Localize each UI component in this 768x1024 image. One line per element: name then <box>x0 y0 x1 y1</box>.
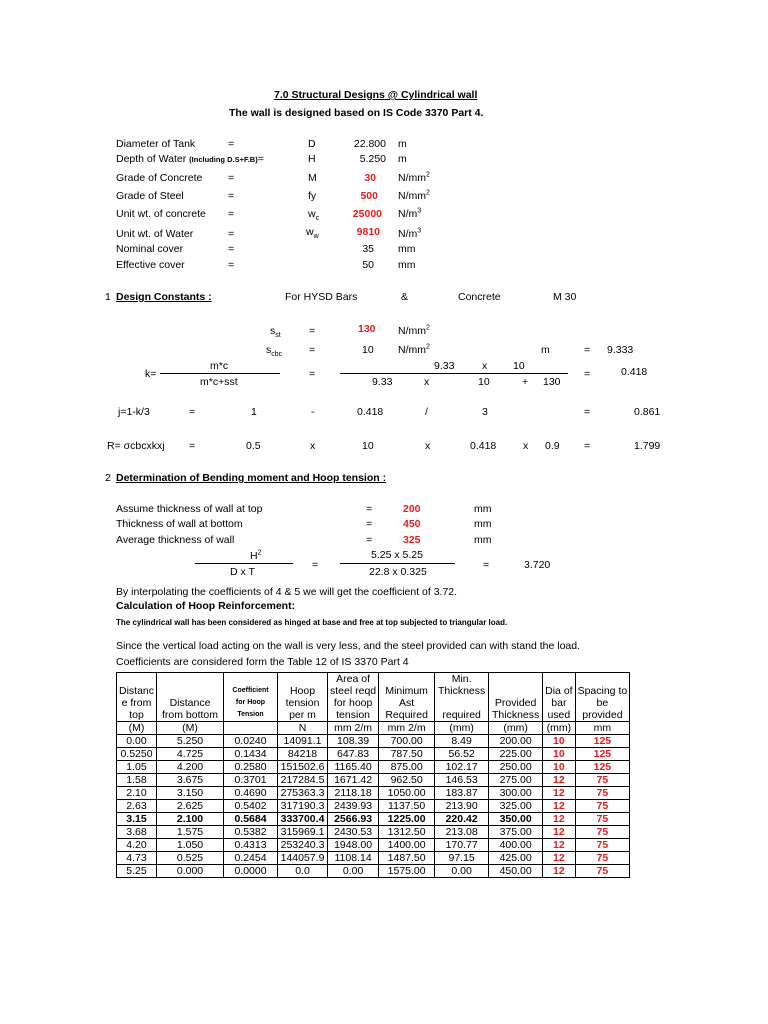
table-cell: 0.0240 <box>224 735 278 748</box>
table-header-cell <box>435 697 489 709</box>
table-cell: 375.00 <box>489 826 543 839</box>
table-cell: 151502.6 <box>278 761 328 774</box>
table-cell: 1225.00 <box>379 813 435 826</box>
table-header-cell: required <box>435 709 489 722</box>
scbc-symbol: $s_{cbc}$ <box>266 344 283 359</box>
table-cell: 56.52 <box>435 748 489 761</box>
table-unit-cell: (mm) <box>435 722 489 735</box>
param-label: Unit wt. of concrete <box>116 208 206 220</box>
param-value: 22.800 <box>353 138 386 150</box>
R-x1: x <box>310 440 316 452</box>
table-cell: 12 <box>543 787 575 800</box>
table-header-cell: be <box>575 697 630 709</box>
sst-value: 130 <box>358 323 376 335</box>
table-cell: 0.00 <box>435 865 489 878</box>
table-header-cell: tension <box>328 709 379 722</box>
R-eq: = <box>189 440 196 452</box>
table-header-cell: from bottom <box>157 709 224 722</box>
table-cell: 12 <box>543 826 575 839</box>
table-cell: 108.39 <box>328 735 379 748</box>
section-number: 2 <box>105 472 111 484</box>
param-unit: $N/m^3$ <box>398 227 422 240</box>
table-cell: 1948.00 <box>328 839 379 852</box>
table-header-cell: Distanc <box>117 685 157 697</box>
sst-symbol: $s_{st}$ <box>270 325 281 340</box>
table-cell: 0.1434 <box>224 748 278 761</box>
table-cell: 75 <box>575 826 630 839</box>
param-value: 5.250 <box>359 153 386 165</box>
table-cell: 0.5402 <box>224 800 278 813</box>
table-unit-cell: mm <box>575 722 630 735</box>
thickness-unit: mm <box>474 534 492 546</box>
param-label: Effective cover <box>116 259 185 271</box>
table-unit-cell: (mm) <box>489 722 543 735</box>
param-symbol: D <box>308 138 316 150</box>
param-eq: = <box>228 172 235 184</box>
scbc-eq: = <box>309 344 316 356</box>
table-cell: 275.00 <box>489 774 543 787</box>
table-unit-cell: (M) <box>117 722 157 735</box>
table-header-cell: Tension <box>224 709 278 722</box>
table-cell: 8.49 <box>435 735 489 748</box>
table-row <box>117 839 630 852</box>
table-header-cell: Provided <box>489 697 543 709</box>
section-title: Design Constants : <box>116 291 212 303</box>
R-value: 1.799 <box>634 440 661 452</box>
page-subtitle: The wall is designed based on IS Code 3370 Part 4. <box>229 107 484 119</box>
table-cell: 12 <box>543 813 575 826</box>
table-cell: 5.250 <box>157 735 224 748</box>
table-cell: 0.525 <box>157 852 224 865</box>
table-cell: 2118.18 <box>328 787 379 800</box>
table-cell: 183.87 <box>435 787 489 800</box>
table-header-cell <box>489 673 543 686</box>
table-row <box>117 865 630 878</box>
table-cell: 2.625 <box>157 800 224 813</box>
section-title: Determination of Bending moment and Hoop tension : <box>116 472 387 484</box>
table-header-cell: Area of <box>328 673 379 686</box>
R-x2: x <box>425 440 431 452</box>
table-cell: 14091.1 <box>278 735 328 748</box>
table-cell: 97.15 <box>435 852 489 865</box>
table-cell: 0.2454 <box>224 852 278 865</box>
section-number: 1 <box>105 291 111 303</box>
table-cell: 144057.9 <box>278 852 328 865</box>
table-cell: 0.3701 <box>224 774 278 787</box>
k-den-3: 130 <box>543 376 561 388</box>
vertical-load-note: Since the vertical load acting on the wall is very less, and the steel provided can with stand the load. <box>116 640 581 652</box>
m-eq: = <box>584 344 591 356</box>
hoop-calc-heading: Calculation of Hoop Reinforcement: <box>116 600 296 612</box>
k-num-x: x <box>482 360 488 372</box>
table-cell: 75 <box>575 813 630 826</box>
param-unit: m <box>398 138 407 150</box>
table-cell: 1137.50 <box>379 800 435 813</box>
R-1: 0.5 <box>246 440 261 452</box>
param-symbol: M <box>308 172 317 184</box>
table-cell: 1.58 <box>117 774 157 787</box>
table-cell: 315969.1 <box>278 826 328 839</box>
table-cell: 2430.53 <box>328 826 379 839</box>
table-cell: 325.00 <box>489 800 543 813</box>
param-unit: $N/mm^2$ <box>398 171 430 184</box>
j-k: 0.418 <box>357 406 384 418</box>
param-value: 35 <box>362 243 374 255</box>
formula-eq: = <box>312 559 319 571</box>
page-title: 7.0 Structural Designs @ Cylindrical wall <box>274 89 478 101</box>
param-unit: m <box>398 153 407 165</box>
table-cell: 450.00 <box>489 865 543 878</box>
table-cell: 3.15 <box>117 813 157 826</box>
table-unit-cell: N <box>278 722 328 735</box>
table-cell: 213.08 <box>435 826 489 839</box>
table-cell: 75 <box>575 839 630 852</box>
table-header-cell <box>157 673 224 686</box>
param-eq: = <box>228 243 235 255</box>
table-cell: 400.00 <box>489 839 543 852</box>
param-label: Grade of Steel <box>116 190 184 202</box>
table-row <box>117 813 630 826</box>
table-header-cell: for Hoop <box>224 697 278 709</box>
R-2: 10 <box>362 440 374 452</box>
param-value: 50 <box>362 259 374 271</box>
table-cell: 1575.00 <box>379 865 435 878</box>
hinged-note: The cylindrical wall has been considered as hinged at base and free at top subjected to triangular load. <box>116 618 508 627</box>
k-eq2: = <box>584 368 591 380</box>
thickness-label: Average thickness of wall <box>116 534 235 546</box>
j-minus: - <box>311 406 315 418</box>
formula-value: 3.720 <box>524 559 551 571</box>
table-cell: 75 <box>575 774 630 787</box>
table-header-cell: Ast <box>379 697 435 709</box>
thickness-eq: = <box>366 534 373 546</box>
formula-numerator: $H^2$ <box>250 549 262 562</box>
table-cell: 962.50 <box>379 774 435 787</box>
ampersand: & <box>401 291 409 303</box>
table-cell: 125 <box>575 735 630 748</box>
table-cell: 1165.40 <box>328 761 379 774</box>
sst-eq: = <box>309 325 316 337</box>
j-one: 1 <box>251 406 257 418</box>
table-cell: 220.42 <box>435 813 489 826</box>
table-cell: 1487.50 <box>379 852 435 865</box>
table-cell: 4.73 <box>117 852 157 865</box>
bar-type: For HYSD Bars <box>285 291 358 303</box>
table-cell: 3.150 <box>157 787 224 800</box>
j-value: 0.861 <box>634 406 661 418</box>
k-value: 0.418 <box>621 366 648 378</box>
param-unit: mm <box>398 259 416 271</box>
k-eq: = <box>309 368 316 380</box>
param-label: Diameter of Tank <box>116 138 196 150</box>
table-cell: 0.000 <box>157 865 224 878</box>
table-cell: 787.50 <box>379 748 435 761</box>
table-cell: 4.200 <box>157 761 224 774</box>
table-cell: 225.00 <box>489 748 543 761</box>
table-header-cell: Required <box>379 709 435 722</box>
k-label: k= <box>145 368 157 380</box>
table-header-cell: Thickness <box>489 709 543 722</box>
table-cell: 75 <box>575 865 630 878</box>
param-symbol: fy <box>308 190 317 202</box>
table-cell: 146.53 <box>435 774 489 787</box>
R-eq2: = <box>584 440 591 452</box>
R-3: 0.418 <box>470 440 497 452</box>
table-row <box>117 826 630 839</box>
formula-eq2: = <box>483 559 490 571</box>
scbc-value: 10 <box>362 344 374 356</box>
table-header-cell <box>157 685 224 697</box>
table-cell: 350.00 <box>489 813 543 826</box>
table-header-cell: Hoop <box>278 685 328 697</box>
thickness-unit: mm <box>474 518 492 530</box>
table-header-cell: tension <box>278 697 328 709</box>
table-header-cell: Dia of <box>543 685 575 697</box>
R-4: 0.9 <box>545 440 560 452</box>
table-unit-cell: mm 2/m <box>379 722 435 735</box>
table-cell: 2.10 <box>117 787 157 800</box>
concrete-label: Concrete <box>458 291 501 303</box>
table-unit-cell: (M) <box>157 722 224 735</box>
table-header-cell: Thickness <box>435 685 489 697</box>
table-cell: 0.4690 <box>224 787 278 800</box>
thickness-unit: mm <box>474 503 492 515</box>
table-cell: 300.00 <box>489 787 543 800</box>
table-cell: 10 <box>543 748 575 761</box>
thickness-eq: = <box>366 518 373 530</box>
table-cell: 75 <box>575 852 630 865</box>
coefficients-note: Coefficients are considered form the Table 12 of IS 3370 Part 4 <box>116 656 409 668</box>
table-header-row <box>117 709 630 722</box>
table-cell: 1.050 <box>157 839 224 852</box>
table-row <box>117 800 630 813</box>
m-value: 9.333 <box>607 344 634 356</box>
table-cell: 647.83 <box>328 748 379 761</box>
k-num-2: 10 <box>513 360 525 372</box>
param-eq: = <box>228 138 235 150</box>
concrete-grade: M 30 <box>553 291 577 303</box>
formula-den-values: 22.8 x 0.325 <box>369 566 427 578</box>
table-cell: 200.00 <box>489 735 543 748</box>
thickness-label: Assume thickness of wall at top <box>116 503 263 515</box>
param-symbol: $w_c$ <box>308 208 320 223</box>
table-header-cell: provided <box>575 709 630 722</box>
table-header-cell <box>278 673 328 686</box>
table-cell: 2.100 <box>157 813 224 826</box>
table-cell: 0.4313 <box>224 839 278 852</box>
table-cell: 250.00 <box>489 761 543 774</box>
table-cell: 1400.00 <box>379 839 435 852</box>
table-cell: 1050.00 <box>379 787 435 800</box>
table-units-row <box>117 722 630 735</box>
table-cell: 1312.50 <box>379 826 435 839</box>
table-cell: 125 <box>575 761 630 774</box>
formula-num-values: 5.25 x 5.25 <box>371 549 423 561</box>
table-header-cell: used <box>543 709 575 722</box>
table-cell: 425.00 <box>489 852 543 865</box>
table-cell: 12 <box>543 774 575 787</box>
table-cell: 12 <box>543 865 575 878</box>
table-cell: 1.575 <box>157 826 224 839</box>
table-row <box>117 735 630 748</box>
table-row <box>117 761 630 774</box>
table-row <box>117 774 630 787</box>
k-num-1: 9.33 <box>434 360 455 372</box>
table-header-cell: per m <box>278 709 328 722</box>
param-eq: = <box>228 190 235 202</box>
thickness-label: Thickness of wall at bottom <box>116 518 243 530</box>
j-eq: = <box>189 406 196 418</box>
table-cell: 0.5382 <box>224 826 278 839</box>
param-unit: mm <box>398 243 416 255</box>
scbc-unit: $N/mm^2$ <box>398 343 430 356</box>
thickness-value: 325 <box>403 534 421 546</box>
table-cell: 0.5250 <box>117 748 157 761</box>
param-label: Nominal cover <box>116 243 184 255</box>
k-den-1: 9.33 <box>372 376 393 388</box>
table-cell: 333700.4 <box>278 813 328 826</box>
table-header-row <box>117 673 630 686</box>
sst-unit: $N/mm^2$ <box>398 324 430 337</box>
thickness-value: 200 <box>403 503 421 515</box>
k-den-2: 10 <box>478 376 490 388</box>
table-cell: 4.20 <box>117 839 157 852</box>
table-header-cell: Min. <box>435 673 489 686</box>
table-cell: 125 <box>575 748 630 761</box>
formula-denominator: D x T <box>230 566 255 578</box>
table-cell: 10 <box>543 735 575 748</box>
table-cell: 4.725 <box>157 748 224 761</box>
j-three: 3 <box>482 406 488 418</box>
interpolation-note: By interpolating the coefficients of 4 & 5 we will get the coefficient of 3.72. <box>116 586 458 598</box>
table-cell: 12 <box>543 800 575 813</box>
table-cell: 0.0000 <box>224 865 278 878</box>
m-symbol: m <box>541 344 550 356</box>
table-cell: 0.0 <box>278 865 328 878</box>
param-value: 500 <box>360 190 378 202</box>
table-row <box>117 787 630 800</box>
table-cell: 1671.42 <box>328 774 379 787</box>
table-header-cell <box>224 673 278 686</box>
table-header-row <box>117 685 630 697</box>
param-value: 30 <box>364 172 376 184</box>
param-value: 9810 <box>356 226 380 238</box>
param-label: Depth of Water (Including D.S+F.B)= <box>116 153 264 165</box>
table-header-cell <box>575 673 630 686</box>
table-cell: 75 <box>575 800 630 813</box>
table-unit-cell: mm 2/m <box>328 722 379 735</box>
table-cell: 0.00 <box>117 735 157 748</box>
table-header-cell: for hoop <box>328 697 379 709</box>
k-den-plus: + <box>522 376 529 388</box>
j-div: / <box>425 406 428 418</box>
table-header-cell: Coefficient <box>224 685 278 697</box>
table-header-cell <box>489 685 543 697</box>
table-cell: 253240.3 <box>278 839 328 852</box>
table-cell: 3.68 <box>117 826 157 839</box>
table-header-cell: bar <box>543 697 575 709</box>
table-cell: 2566.93 <box>328 813 379 826</box>
j-label: j=1-k/3 <box>118 406 150 418</box>
table-cell: 217284.5 <box>278 774 328 787</box>
k-den-x: x <box>424 376 430 388</box>
thickness-value: 450 <box>403 518 421 530</box>
table-cell: 875.00 <box>379 761 435 774</box>
table-cell: 10 <box>543 761 575 774</box>
j-eq2: = <box>584 406 591 418</box>
table-cell: 2439.93 <box>328 800 379 813</box>
k-numerator: m*c <box>210 360 229 372</box>
table-header-cell: e from <box>117 697 157 709</box>
table-cell: 213.90 <box>435 800 489 813</box>
table-header-cell <box>379 673 435 686</box>
table-cell: 12 <box>543 852 575 865</box>
param-value: 25000 <box>352 208 382 220</box>
table-cell: 170.77 <box>435 839 489 852</box>
table-cell: 0.00 <box>328 865 379 878</box>
table-header-cell <box>117 673 157 686</box>
table-cell: 75 <box>575 787 630 800</box>
table-unit-cell <box>224 722 278 735</box>
param-unit: $N/m^3$ <box>398 207 422 220</box>
param-label: Grade of Concrete <box>116 172 203 184</box>
table-cell: 12 <box>543 839 575 852</box>
R-label: R= σcbcxkxj <box>107 440 165 452</box>
table-header-row <box>117 697 630 709</box>
param-unit: $N/mm^2$ <box>398 189 430 202</box>
param-note: (Including D.S+F.B) <box>189 155 258 164</box>
table-cell: 275363.3 <box>278 787 328 800</box>
table-cell: 3.675 <box>157 774 224 787</box>
table-cell: 84218 <box>278 748 328 761</box>
table-cell: 2.63 <box>117 800 157 813</box>
param-symbol: H <box>308 153 316 165</box>
param-eq: = <box>228 208 235 220</box>
table-cell: 1108.14 <box>328 852 379 865</box>
table-cell: 0.5684 <box>224 813 278 826</box>
table-header-cell: steel reqd <box>328 685 379 697</box>
hoop-reinforcement-table <box>116 672 630 878</box>
table-cell: 102.17 <box>435 761 489 774</box>
table-cell: 317190.3 <box>278 800 328 813</box>
k-denominator: m*c+sst <box>200 376 238 388</box>
table-cell: 700.00 <box>379 735 435 748</box>
table-header-cell: top <box>117 709 157 722</box>
param-eq: = <box>228 228 235 240</box>
table-header-cell <box>543 673 575 686</box>
table-cell: 0.2580 <box>224 761 278 774</box>
param-symbol: $w_w$ <box>306 226 319 241</box>
table-header-cell: Minimum <box>379 685 435 697</box>
table-header-cell: Spacing to <box>575 685 630 697</box>
table-header-cell: Distance <box>157 697 224 709</box>
table-cell: 1.05 <box>117 761 157 774</box>
table-row <box>117 852 630 865</box>
R-x3: x <box>523 440 529 452</box>
table-unit-cell: (mm) <box>543 722 575 735</box>
table-cell: 5.25 <box>117 865 157 878</box>
param-eq: = <box>228 259 235 271</box>
thickness-eq: = <box>366 503 373 515</box>
param-label: Unit wt. of Water <box>116 228 194 240</box>
table-row <box>117 748 630 761</box>
